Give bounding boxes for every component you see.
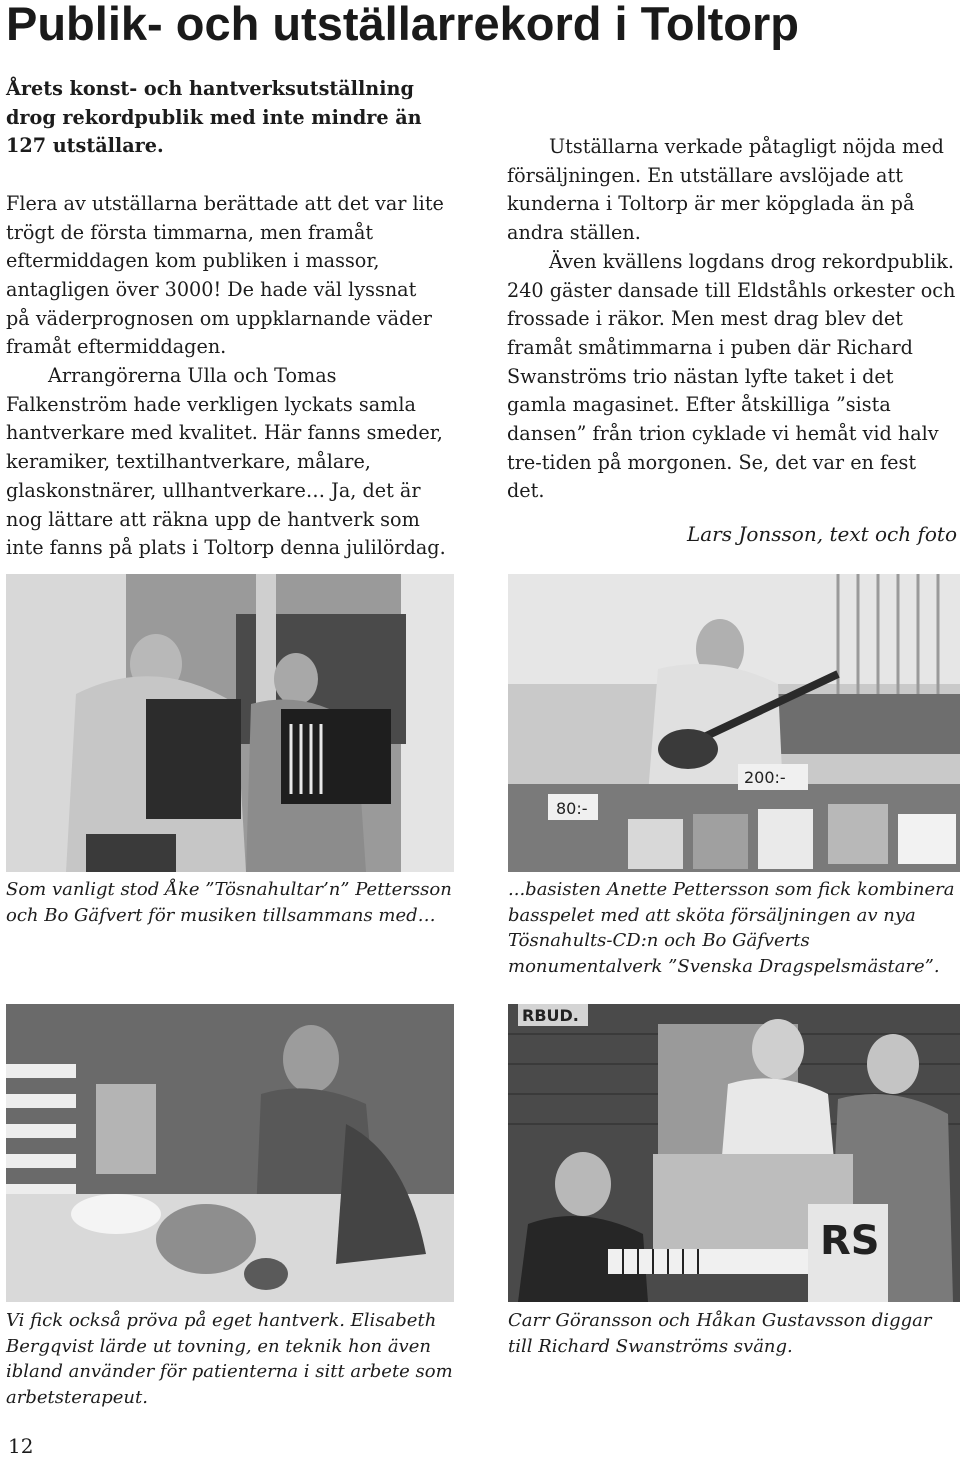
price-sign-2: 200:- — [744, 768, 786, 787]
photo-caption-1: Som vanligt stod Åke ”Tösnahultar’n” Pettersson och Bo Gäfvert för musiken tillsammans med… — [6, 879, 452, 926]
paragraph-spacer — [6, 161, 446, 190]
photo-felting — [6, 1004, 454, 1302]
photo-caption-2: ...basisten Anette Pettersson som fick kombinera basspelet med att sköta försäljningen av nya Tösnahults-CD:n och Bo Gäfverts monumentalverk ”Svenska Dragspelsmästare”. — [508, 879, 955, 977]
article-paragraph-2: Arrangörerna Ulla och Tomas Falkenström hade verkligen lyckats samla hantverkare med kvalitet. Här fanns smeder, keramiker, textilhantverkare, målare, glaskonstnärer, ullhantverkare… Ja, det är nog lättare att räkna upp de hantverk som inte fanns på plats i Toltorp denna julilördag. — [6, 364, 446, 560]
price-sign: 80:- — [556, 799, 588, 818]
article-lead: Årets konst- och hantverksutställning drog rekordpublik med inte mindre än 127 utställare. — [6, 77, 422, 158]
photo-pub-band — [508, 1004, 960, 1302]
article-byline: Lars Jonsson, text och foto — [686, 522, 957, 547]
article-title: Publik- och utställarrekord i Toltorp — [6, 0, 799, 50]
article-column-left — [6, 75, 446, 563]
photo-pub-band-image — [508, 1004, 960, 1302]
photo-felting-image — [6, 1004, 454, 1302]
article-paragraph-1: Flera av utställarna berättade att det var lite trögt de första timmarna, men framåt eftermiddagen kom publiken i massor, antagligen över 3000! De hade väl lyssnat på väderprognosen om uppklarnande väder framåt eftermiddagen. — [6, 191, 444, 359]
article-paragraph-4: Även kvällens logdans drog rekordpublik. 240 gäster dansade till Eldståhls orkester och frossade i räkor. Men mest drag blev det framåt småtimmarna i puben där Richard Swanströms trio nästan lyfte taket i det gamla magasinet. Efter åtskilliga ”sista dansen” från trion cyklade vi hemåt vid halv tre-tiden på morgonen. Se, det var en fest det. — [507, 249, 956, 503]
page-number: 12 — [8, 1434, 34, 1458]
photo-accordion-players-image — [6, 574, 454, 872]
photo-caption-3: Vi fick också pröva på eget hantverk. Elisabeth Bergqvist lärde ut tovning, en teknik hon även ibland använder för patienterna i sitt arbete som arbetsterapeut. — [6, 1310, 453, 1408]
photo-caption-4: Carr Göransson och Håkan Gustavsson diggar till Richard Swanströms sväng. — [508, 1310, 932, 1357]
photo-accordion-players — [6, 574, 454, 872]
article-paragraph-3: Utställarna verkade påtagligt nöjda med försäljningen. En utställare avslöjade att kunderna i Toltorp är mer köpglada än på andra ställen. — [507, 135, 944, 245]
board-sign: RBUD. — [522, 1006, 579, 1025]
piano-letters: RS — [820, 1218, 880, 1264]
photo-bassist — [508, 574, 960, 872]
photo-bassist-image — [508, 574, 960, 872]
article-column-right-text — [507, 133, 957, 549]
